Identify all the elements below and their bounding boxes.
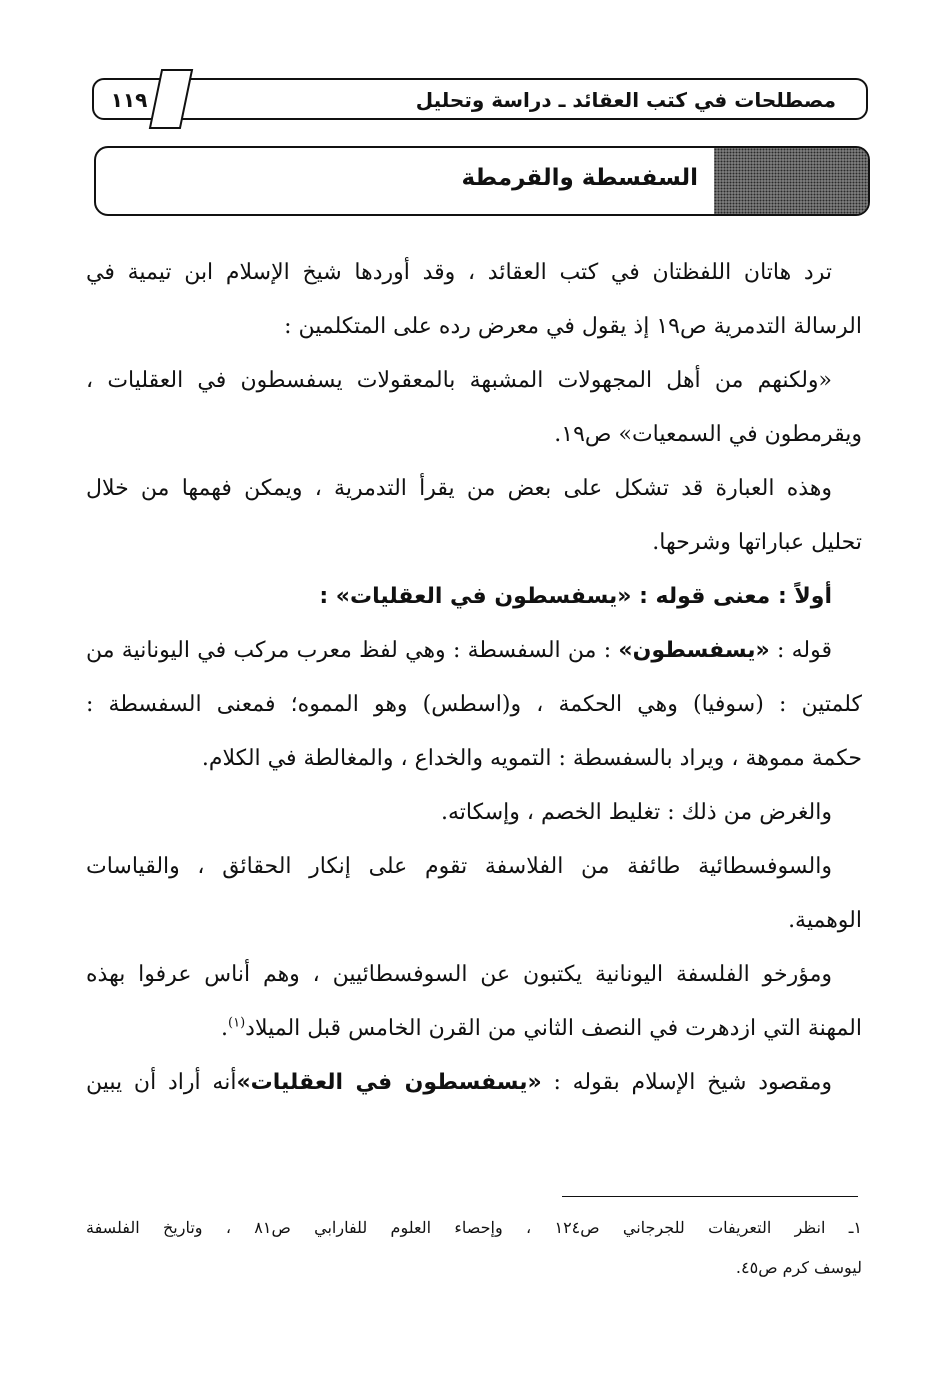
body-line: والغرض من ذلك : تغليط الخصم ، وإسكاته. <box>440 800 832 825</box>
footnote-line: ليوسف كرم ص٤٥. <box>735 1258 862 1277</box>
subheading: أولاً : معنى قوله : «يسفسطون في العقليات» : <box>319 584 832 609</box>
bold-term: «يسفسطون» <box>618 638 770 663</box>
body-line: الوهمية. <box>788 908 862 933</box>
body-line: وهذه العبارة قد تشكل على بعض من يقرأ التدمرية ، ويمكن فهمها من خلال <box>86 476 832 501</box>
footnote-line: ١ـ انظر التعريفات للجرجاني ص١٢٤ ، وإحصاء العلوم للفارابي ص٨١ ، وتاريخ الفلسفة <box>86 1218 862 1237</box>
footnote-marker: (١) <box>228 1015 246 1031</box>
body-line: ومؤرخو الفلسفة اليونانية يكتبون عن السوفسطائيين ، وهم أناس عرفوا بهذه <box>86 962 832 987</box>
body-line: تحليل عباراتها وشرحها. <box>652 530 862 555</box>
body-line <box>86 1056 862 1110</box>
body-text-run: المهنة التي ازدهرت في النصف الثاني من القرن الخامس قبل الميلاد <box>245 1016 862 1041</box>
body-text-run: ومقصود شيخ الإسلام بقوله : <box>541 1070 832 1095</box>
body-line: والسوفسطائية طائفة من الفلاسفة تقوم على إنكار الحقائق ، والقياسات <box>86 854 832 879</box>
bold-term: «يسفسطون في العقليات» <box>236 1070 542 1095</box>
section-title: السفسطة والقرمطة <box>461 165 698 191</box>
body-text-run: قوله : <box>769 638 833 663</box>
body-line: ترد هاتان اللفظتان في كتب العقائد ، وقد أوردها شيخ الإسلام ابن تيمية في <box>86 260 832 285</box>
body-line: حكمة مموهة ، ويراد بالسفسطة : التمويه والخداع ، والمغالطة في الكلام. <box>201 746 862 771</box>
body-line <box>86 624 862 678</box>
body-text-run: أنه أراد أن يبين <box>86 1070 237 1095</box>
section-banner-pattern <box>714 148 868 214</box>
body-text <box>86 246 862 1110</box>
body-line <box>86 1002 862 1056</box>
body-line: كلمتين : (سوفيا) وهي الحكمة ، و(اسطس) وهو المموه؛ فمعنى السفسطة : <box>86 692 862 717</box>
quote-line: «ولكنهم من أهل المجهولات المشبهة بالمعقولات يسفسطون في العقليات ، <box>86 368 833 393</box>
page-number: ١١٩ <box>110 88 148 112</box>
quote-line: ويقرمطون في السمعيات» ص١٩. <box>554 422 862 447</box>
footnote <box>86 1208 862 1288</box>
body-text-run: . <box>221 1016 229 1041</box>
body-line: الرسالة التدمرية ص١٩ إذ يقول في معرض رده على المتكلمين : <box>284 314 862 339</box>
running-header-title: مصطلحات في كتب العقائد ـ دراسة وتحليل <box>415 88 836 112</box>
body-text-run: : من السفسطة : وهي لفظ معرب مركب في اليونانية من <box>86 638 619 663</box>
footnote-separator <box>562 1196 858 1197</box>
